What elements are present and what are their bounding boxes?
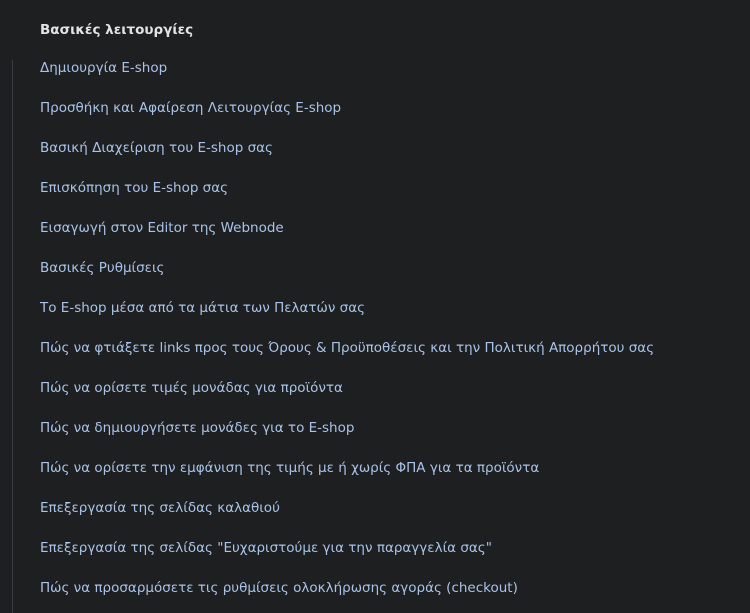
- list-item: [40, 58, 654, 98]
- article-link-list: [40, 58, 654, 613]
- article-link-edit-thank-you-page[interactable]: Επεξεργασία της σελίδας "Ευχαριστούμε για την παραγγελία σας": [40, 540, 492, 556]
- list-item: [40, 218, 654, 258]
- list-item: [40, 338, 654, 378]
- list-item: [40, 578, 654, 613]
- section-title: Βασικές λειτουργίες: [40, 22, 194, 38]
- article-link-checkout-settings[interactable]: Πώς να προσαρμόσετε τις ρυθμίσεις ολοκλήρωσης αγοράς (checkout): [40, 580, 518, 596]
- article-link-terms-privacy-links[interactable]: Πώς να φτιάξετε links προς τους Όρους & Προϋποθέσεις και την Πολιτική Απορρήτου σας: [40, 340, 655, 356]
- list-item: [40, 138, 654, 178]
- article-link-customer-view[interactable]: Το E-shop μέσα από τα μάτια των Πελατών σας: [40, 300, 366, 316]
- article-link-vat-price-display[interactable]: Πώς να ορίσετε την εμφάνιση της τιμής με ή χωρίς ΦΠΑ για τα προϊόντα: [40, 460, 540, 476]
- article-link-eshop-overview[interactable]: Επισκόπηση του E-shop σας: [40, 180, 229, 196]
- article-link-basic-management[interactable]: Βασική Διαχείριση του E-shop σας: [40, 140, 273, 156]
- list-item: [40, 378, 654, 418]
- article-link-edit-cart-page[interactable]: Επεξεργασία της σελίδας καλαθιού: [40, 500, 280, 516]
- list-item: [40, 98, 654, 138]
- article-link-basic-settings[interactable]: Βασικές Ρυθμίσεις: [40, 260, 165, 276]
- list-item: [40, 538, 654, 578]
- list-item: [40, 498, 654, 538]
- article-link-editor-intro[interactable]: Εισαγωγή στον Editor της Webnode: [40, 220, 284, 236]
- list-item: [40, 298, 654, 338]
- article-link-add-remove-eshop[interactable]: Προσθήκη και Αφαίρεση Λειτουργίας E-shop: [40, 100, 342, 116]
- section-divider-rule: [12, 60, 13, 613]
- list-item: [40, 458, 654, 498]
- list-item: [40, 418, 654, 458]
- list-item: [40, 178, 654, 218]
- article-link-create-eshop[interactable]: Δημιουργία E-shop: [40, 60, 168, 76]
- article-link-unit-prices[interactable]: Πώς να ορίσετε τιμές μονάδας για προϊόντα: [40, 380, 343, 396]
- article-link-create-units[interactable]: Πώς να δημιουργήσετε μονάδες για το E-shop: [40, 420, 355, 436]
- list-item: [40, 258, 654, 298]
